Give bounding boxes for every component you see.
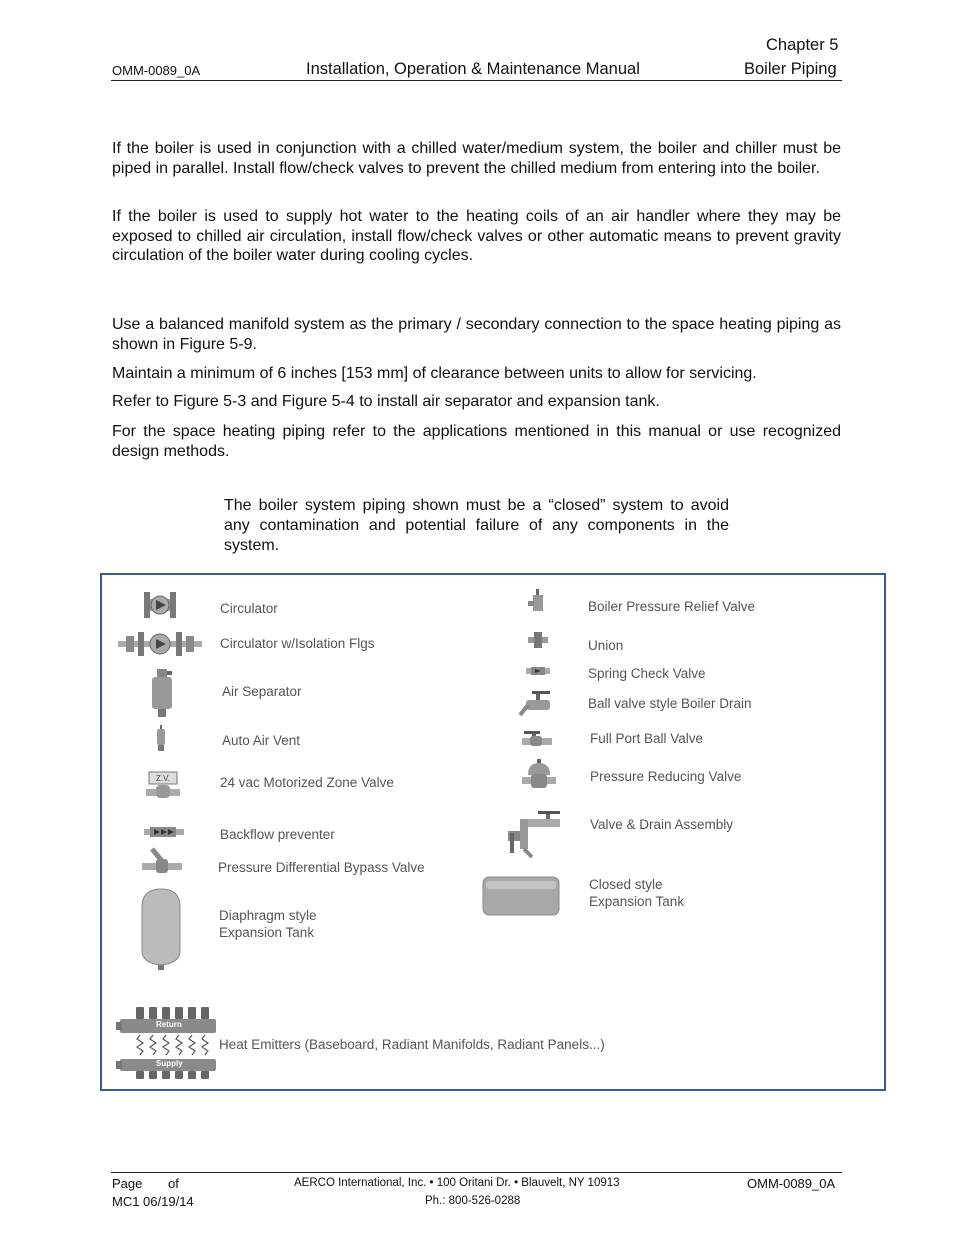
valve-drain-icon [506, 809, 562, 859]
pressure-reducing-icon [522, 759, 556, 791]
closed-system-note: The boiler system piping shown must be a “closed” system to avoid any contamination and potential failure of any components in the system. [224, 497, 729, 554]
zone-valve-icon [146, 771, 180, 799]
supply-label: Supply [156, 1059, 183, 1068]
bypass-valve-icon [142, 847, 182, 875]
section-label: Boiler Piping [744, 60, 837, 78]
heat-emitters-icon [116, 1007, 218, 1079]
header-rule [111, 80, 842, 81]
legend-label-diaphragm-tank: Diaphragm style Expansion Tank [219, 908, 317, 940]
legend-label-closed-tank: Closed style Expansion Tank [589, 877, 685, 909]
circulator-icon [142, 590, 178, 620]
legend-label-bypass-valve: Pressure Differential Bypass Valve [218, 860, 425, 875]
check-valve-icon [526, 666, 550, 676]
footer-of-label: of [168, 1176, 179, 1191]
footer-company-line: AERCO International, Inc. • 100 Oritani Dr. • Blauvelt, NY 10913 [294, 1177, 620, 1189]
svg-text:Z.V.: Z.V. [156, 774, 170, 783]
legend-label-auto-air-vent: Auto Air Vent [222, 733, 301, 748]
legend-label-boiler-drain: Ball valve style Boiler Drain [588, 696, 752, 711]
air-separator-icon [148, 669, 178, 717]
legend-label-zone-valve: 24 vac Motorized Zone Valve [220, 775, 394, 790]
paragraph-clearance: Maintain a minimum of 6 inches [153 mm] of clearance between units to allow for servicing. [112, 365, 757, 382]
auto-air-vent-icon [155, 725, 167, 751]
footer-doc-id: OMM-0089_0A [747, 1176, 836, 1191]
chapter-label: Chapter 5 [766, 36, 839, 54]
ball-valve-icon [522, 729, 552, 747]
legend-label-air-separator: Air Separator [222, 684, 302, 699]
paragraph-manifold: Use a balanced manifold system as the primary / secondary connection to the space heating piping as shown in Figure 5-9. [112, 316, 841, 353]
legend-label-union: Union [588, 638, 624, 653]
diaphragm-tank-icon [138, 887, 184, 971]
relief-valve-icon [528, 589, 548, 615]
header-doc-id: OMM-0089_0A [112, 63, 201, 78]
symbol-legend [100, 573, 886, 1091]
footer-page-label: Page [112, 1176, 143, 1191]
legend-label-pressure-reducing: Pressure Reducing Valve [590, 769, 742, 784]
closed-tank-icon [482, 875, 560, 917]
footer-revision: MC1 06/19/14 [112, 1194, 194, 1209]
paragraph-space-heating: For the space heating piping refer to the applications mentioned in this manual or use recognized design methods. [112, 423, 841, 460]
footer-phone: Ph.: 800-526-0288 [425, 1195, 521, 1207]
circulator-isolation-icon [116, 630, 204, 658]
boiler-drain-icon [516, 689, 552, 719]
legend-label-backflow: Backflow preventer [220, 827, 335, 842]
backflow-preventer-icon [144, 825, 184, 839]
footer-rule [111, 1172, 842, 1173]
paragraph-air-handler: If the boiler is used to supply hot water to the heating coils of an air handler where they may be exposed to chilled air circulation, install flow/check valves or other automatic means to prevent gravity circulation of the boiler water during cooling cycles. [112, 208, 841, 264]
return-label: Return [156, 1020, 182, 1029]
legend-label-heat-emitters: Heat Emitters (Baseboard, Radiant Manifolds, Radiant Panels...) [219, 1037, 605, 1052]
paragraph-air-separator: Refer to Figure 5-3 and Figure 5-4 to install air separator and expansion tank. [112, 393, 660, 410]
legend-label-check-valve: Spring Check Valve [588, 666, 706, 681]
legend-label-relief-valve: Boiler Pressure Relief Valve [588, 599, 756, 614]
legend-label-circulator: Circulator [220, 601, 278, 616]
legend-label-valve-drain: Valve & Drain Assembly [590, 817, 734, 832]
header-title: Installation, Operation & Maintenance Manual [306, 60, 640, 78]
paragraph-chiller: If the boiler is used in conjunction with a chilled water/medium system, the boiler and chiller must be piped in parallel. Install flow/check valves to prevent the chilled medium from entering into the boiler. [112, 140, 841, 177]
legend-label-ball-valve: Full Port Ball Valve [590, 731, 704, 746]
legend-label-circulator-isolation: Circulator w/Isolation Flgs [220, 636, 375, 651]
union-icon [528, 631, 548, 649]
